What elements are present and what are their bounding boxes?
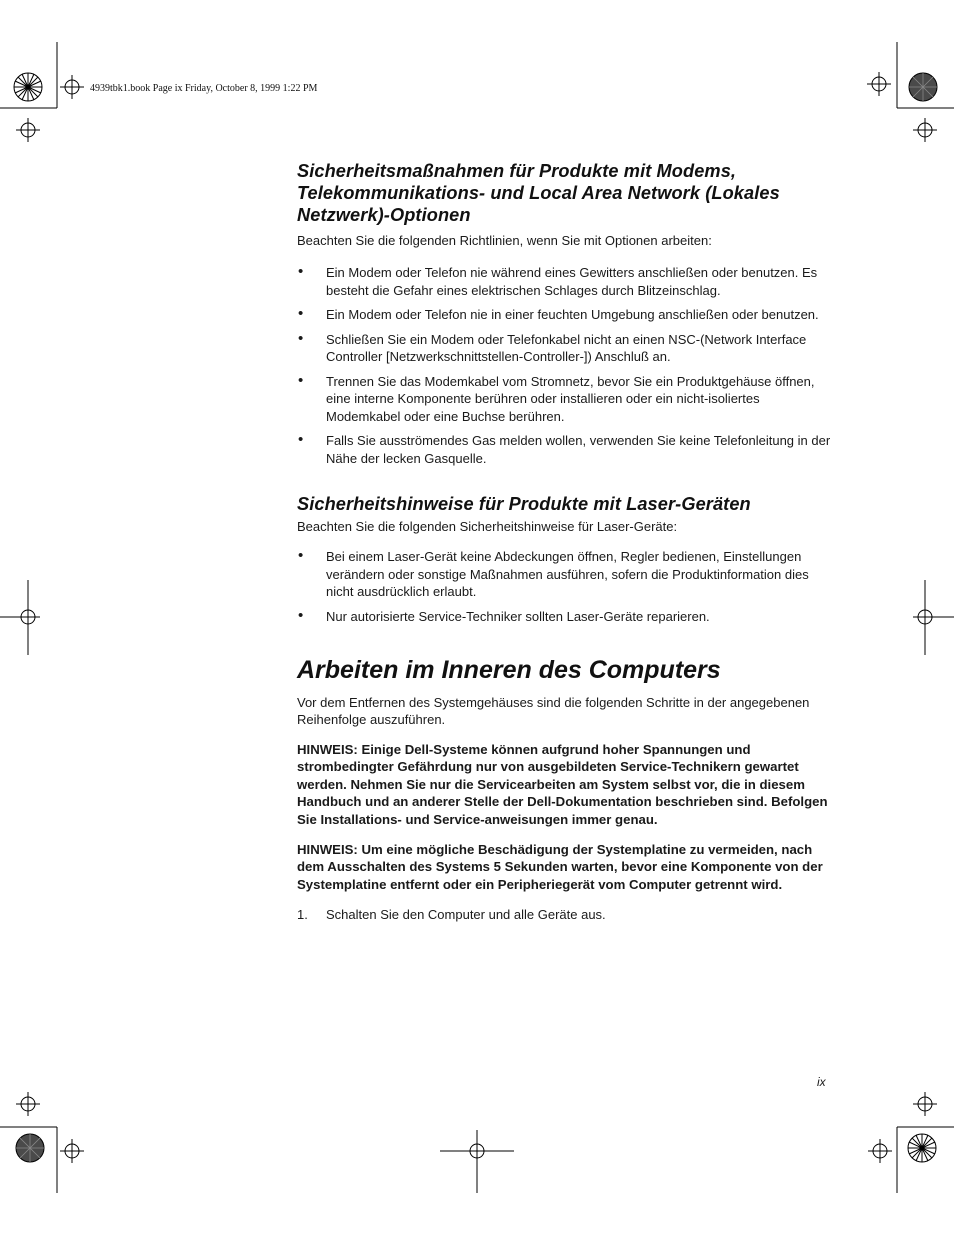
bullet-icon: •: [298, 371, 304, 389]
bullet-icon: •: [298, 547, 304, 564]
computer-section-intro: Vor dem Entfernen des Systemgehäuses sind die folgenden Schritte in der angegebenen Reihenfolge auszuführen.: [297, 695, 810, 727]
page-number: ix: [817, 1075, 826, 1089]
color-rosette-top-right: [909, 73, 937, 101]
list-item: • Schließen Sie ein Modem oder Telefonkabel nicht an einen NSC-(Network Interface Controller [Netzwerkschnittstellen-Controller-]) Anschluß an.: [298, 329, 807, 364]
registration-mark-top-left-1: [60, 75, 84, 99]
color-rosette-bottom-left: [16, 1134, 44, 1162]
registration-mark-top-right-2: [913, 118, 937, 142]
list-item: • Falls Sie ausströmendes Gas melden wollen, verwenden Sie keine Telefonleitung in der Nähe der lecken Gasquelle.: [298, 431, 831, 466]
notice-voltage: HINWEIS: Einige Dell-Systeme können aufgrund hoher Spannungen und strombedingter Gefährdung nur von ausgebildeten Service-Technikern gewartet werden. Nehmen Sie nur die Servicearbeiten am System selbst vor, die in diesem Handbuch und an anderer Stelle der Dell-Dokumentation beschrieben sind. Befolgen Sie Installations- und Service-anweisungen immer genau.: [297, 742, 828, 827]
page-content: [297, 160, 831, 923]
modem-section-title: Sicherheitsmaßnahmen für Produkte mit Modems, Telekommunikations- und Local Area Network (Lokales Netzwerk)-Optionen: [297, 161, 780, 225]
list-item: • Nur autorisierte Service-Techniker sollten Laser-Geräte reparieren.: [298, 606, 710, 624]
slug-line: 4939tbk1.book Page ix Friday, October 8, 1999 1:22 PM: [90, 83, 318, 94]
modem-guidelines-list: [297, 264, 831, 467]
registration-mark-bottom-right-2: [913, 1092, 937, 1116]
list-item: • Trennen Sie das Modemkabel vom Stromnetz, bevor Sie ein Produktgehäuse öffnen, eine interne Komponente berühren oder installieren oder ein nicht-isoliertes Modemkabel oder eine Buchse berühren.: [298, 371, 815, 424]
color-rosette-top-left: [14, 73, 42, 101]
modem-section-intro: Beachten Sie die folgenden Richtlinien, wenn Sie mit Optionen arbeiten:: [297, 233, 712, 248]
laser-section-intro: Beachten Sie die folgenden Sicherheitshinweise für Laser-Geräte:: [297, 519, 678, 534]
color-rosette-bottom-right: [908, 1134, 936, 1162]
list-item: • Bei einem Laser-Gerät keine Abdeckungen öffnen, Regler bedienen, Einstellungen verändern oder sonstige Maßnahmen ausführen, sofern die Produktinformation dies nicht ausdrücklich erlaubt.: [298, 547, 809, 599]
list-item: • Ein Modem oder Telefon nie während eines Gewitters anschließen oder benutzen. Es besteht die Gefahr eines elektrischen Schlages durch Blitzeinschlag.: [298, 263, 818, 298]
registration-mark-top-left-2: [16, 118, 40, 142]
laser-section-title: Sicherheitshinweise für Produkte mit Laser-Geräten: [297, 494, 751, 514]
bullet-icon: •: [298, 305, 304, 322]
list-item: • Ein Modem oder Telefon nie in einer feuchten Umgebung anschließen oder benutzen.: [298, 305, 819, 322]
list-item: 1. Schalten Sie den Computer und alle Geräte aus.: [297, 907, 606, 923]
bullet-icon: •: [298, 606, 304, 624]
bullet-icon: •: [298, 329, 304, 347]
bullet-icon: •: [298, 263, 304, 280]
bullet-icon: •: [298, 431, 304, 448]
notice-systemboard: HINWEIS: Um eine mögliche Beschädigung der Systemplatine zu vermeiden, nach dem Ausschalten des Systems 5 Sekunden warten, bevor eine Komponente von der Systemplatine entfernt oder ein Peripheriegerät vom Computer getrennt wird.: [297, 842, 823, 892]
registration-mark-bottom-left-2: [60, 1139, 84, 1163]
registration-mark-bottom-right-1: [868, 1139, 892, 1163]
registration-mark-top-right-1: [867, 72, 891, 96]
registration-mark-bottom-left-1: [16, 1092, 40, 1116]
computer-section-title: Arbeiten im Inneren des Computers: [297, 656, 721, 684]
laser-guidelines-list: [297, 548, 831, 625]
steps-list: [297, 906, 831, 923]
